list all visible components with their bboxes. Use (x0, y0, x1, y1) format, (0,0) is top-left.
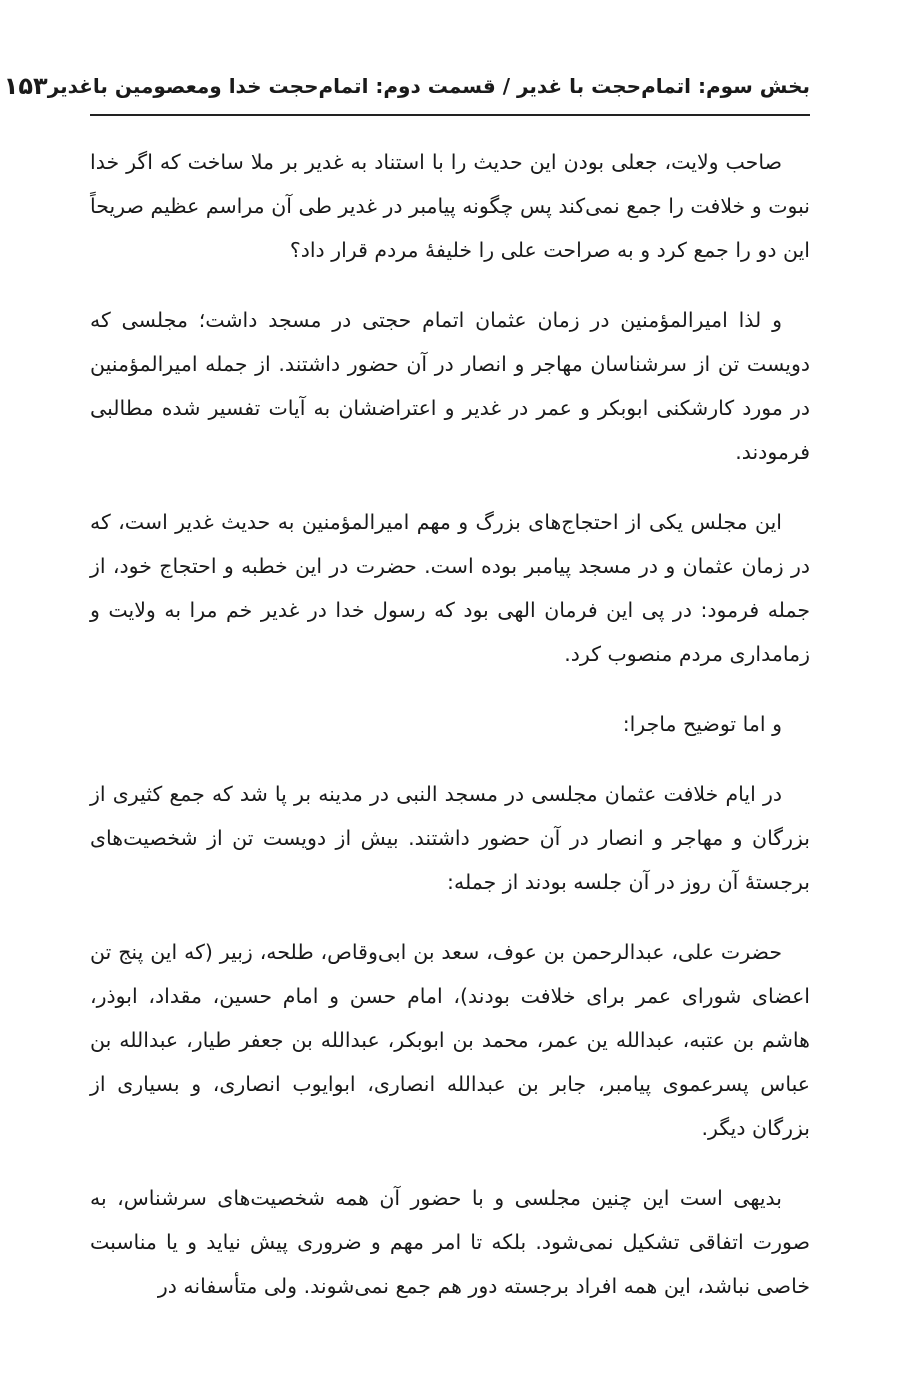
paragraph: حضرت علی، عبدالرحمن بن عوف، سعد بن ابی‌وقاص، طلحه، زبیر (که این پنج تن اعضای شورای عمر برای خلافت بودند)، امام حسن و امام حسین، مقداد، ابوذر، هاشم بن عتبه، عبدالله ین عمر، محمد بن ابوبکر، عبدالله بن جعفر طیار، عبدالله بن عباس پسرعموی پیامبر، جابر بن عبدالله انصاری، ابوایوب انصاری، و بسیاری از بزرگان دیگر. (90, 940, 810, 1140)
paragraph: صاحب ولایت، جعلی بودن این حدیث را با استناد به غدیر بر ملا ساخت که اگر خدا نبوت و خلافت را جمع نمی‌کند پس چگونه پیامبر در غدیر طی آن مراسم عظیم صریحاً این دو را جمع کرد و به صراحت علی را خلیفهٔ مردم قرار داد؟ (90, 150, 810, 262)
paragraph: در ایام خلافت عثمان مجلسی در مسجد النبی در مدینه بر پا شد که جمع کثیری از بزرگان و مهاجر و انصار در آن حضور داشتند. بیش از دویست تن از شخصیت‌های برجستهٔ آن روز در آن جلسه بودند از جمله: (90, 782, 810, 894)
paragraph: بدیهی است این چنین مجلسی و با حضور آن همه شخصیت‌های سرشناس، به صورت اتفاقی تشکیل نمی‌شود. بلکه تا امر مهم و ضروری پیش نیاید و یا مناسبت خاصی نباشد، این همه افراد برجسته دور هم جمع نمی‌شوند. ولی متأسفانه در (90, 1186, 810, 1298)
page-number: ۱۵۳ (3, 72, 48, 100)
header-title: بخش سوم: اتمام‌حجت با غدیر / قسمت دوم: اتمام‌حجت خدا ومعصومین باغدیر (47, 74, 810, 98)
paragraph: و لذا امیرالمؤمنین در زمان عثمان اتمام حجتی در مسجد داشت؛ مجلسی که دویست تن از سرشناسان مهاجر و انصار در آن حضور داشتند. از جمله امیرالمؤمنین در مورد کارشکنی ابوبکر و عمر در غدیر و اعتراضشان به آیات تفسیر شده مطالبی فرمودند. (90, 308, 810, 464)
running-header (3, 66, 810, 116)
paragraph: این مجلس یکی از احتجاج‌های بزرگ و مهم امیرالمؤمنین به حدیث غدیر است، که در زمان عثمان و در مسجد پیامبر بوده است. حضرت در این خطبه و احتجاج خود، از جمله فرمود: در پی این فرمان الهی بود که رسول خدا در غدیر خم مرا به ولایت و زمامداری مردم منصوب کرد. (90, 510, 810, 666)
paragraph: و اما توضیح ماجرا: (622, 712, 782, 736)
page-body (90, 140, 810, 1334)
